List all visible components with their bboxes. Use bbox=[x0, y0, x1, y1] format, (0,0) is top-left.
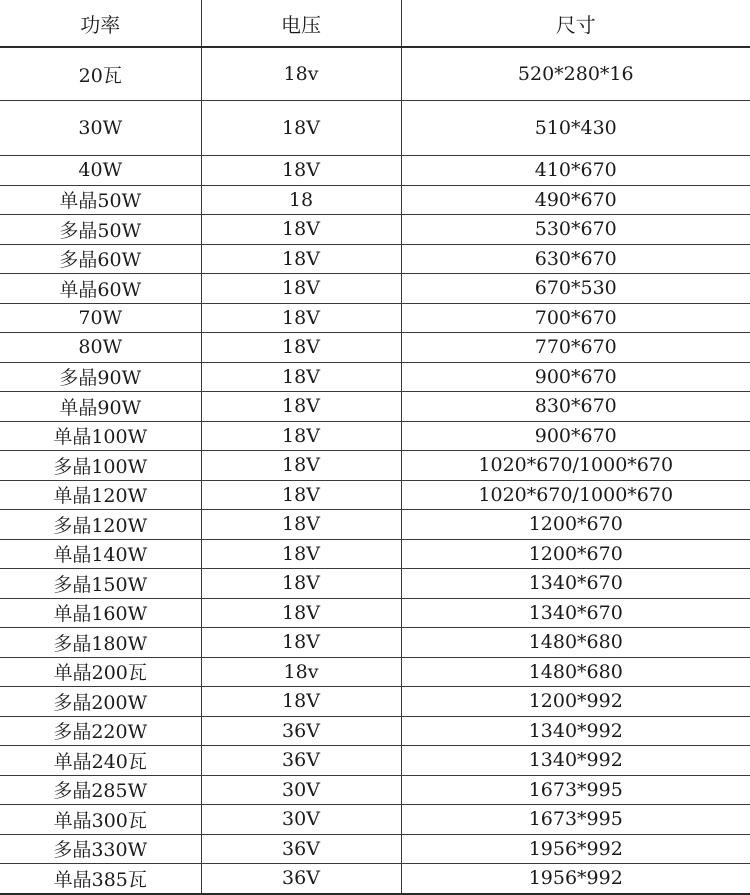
voltage-cell: 18V bbox=[201, 421, 401, 451]
voltage-cell: 18V bbox=[201, 244, 401, 274]
power-cell: 多晶120W bbox=[0, 510, 201, 540]
size-cell: 1340*992 bbox=[401, 746, 750, 776]
power-cell: 单晶60W bbox=[0, 274, 201, 304]
voltage-cell: 18V bbox=[201, 274, 401, 304]
voltage-cell: 18V bbox=[201, 480, 401, 510]
power-cell: 单晶385瓦 bbox=[0, 864, 201, 894]
size-cell: 1020*670/1000*670 bbox=[401, 451, 750, 481]
table-row bbox=[0, 392, 750, 422]
power-cell: 多晶150W bbox=[0, 569, 201, 599]
table-row bbox=[0, 362, 750, 392]
size-cell: 630*670 bbox=[401, 244, 750, 274]
power-cell: 单晶140W bbox=[0, 539, 201, 569]
size-cell: 490*670 bbox=[401, 185, 750, 215]
power-cell: 多晶50W bbox=[0, 215, 201, 245]
size-cell: 1480*680 bbox=[401, 657, 750, 687]
size-cell: 1340*992 bbox=[401, 716, 750, 746]
size-cell: 510*430 bbox=[401, 101, 750, 156]
power-cell: 多晶330W bbox=[0, 834, 201, 864]
voltage-cell: 18v bbox=[201, 47, 401, 101]
table-row bbox=[0, 569, 750, 599]
size-cell: 1200*992 bbox=[401, 687, 750, 717]
table-row bbox=[0, 333, 750, 363]
table-row bbox=[0, 510, 750, 540]
size-cell: 900*670 bbox=[401, 421, 750, 451]
table-row bbox=[0, 864, 750, 894]
size-cell: 1956*992 bbox=[401, 864, 750, 894]
table-body bbox=[0, 47, 750, 894]
power-cell: 单晶160W bbox=[0, 598, 201, 628]
voltage-cell: 18V bbox=[201, 598, 401, 628]
power-cell: 单晶100W bbox=[0, 421, 201, 451]
voltage-cell: 18V bbox=[201, 333, 401, 363]
header-power: 功率 bbox=[0, 0, 201, 47]
table-row bbox=[0, 421, 750, 451]
power-cell: 单晶90W bbox=[0, 392, 201, 422]
size-cell: 700*670 bbox=[401, 303, 750, 333]
power-cell: 多晶220W bbox=[0, 716, 201, 746]
power-cell: 多晶200W bbox=[0, 687, 201, 717]
size-cell: 1340*670 bbox=[401, 569, 750, 599]
table-row bbox=[0, 775, 750, 805]
table-row bbox=[0, 185, 750, 215]
table-row bbox=[0, 156, 750, 186]
size-cell: 1673*995 bbox=[401, 775, 750, 805]
power-cell: 30W bbox=[0, 101, 201, 156]
size-cell: 520*280*16 bbox=[401, 47, 750, 101]
power-cell: 20瓦 bbox=[0, 47, 201, 101]
voltage-cell: 36V bbox=[201, 716, 401, 746]
size-cell: 1956*992 bbox=[401, 834, 750, 864]
table-row bbox=[0, 303, 750, 333]
voltage-cell: 36V bbox=[201, 746, 401, 776]
table-row bbox=[0, 244, 750, 274]
power-cell: 70W bbox=[0, 303, 201, 333]
power-cell: 多晶60W bbox=[0, 244, 201, 274]
power-cell: 多晶180W bbox=[0, 628, 201, 658]
voltage-cell: 18V bbox=[201, 687, 401, 717]
voltage-cell: 18V bbox=[201, 101, 401, 156]
table-row bbox=[0, 657, 750, 687]
voltage-cell: 18v bbox=[201, 657, 401, 687]
table-row bbox=[0, 480, 750, 510]
voltage-cell: 30V bbox=[201, 775, 401, 805]
power-cell: 单晶200瓦 bbox=[0, 657, 201, 687]
size-cell: 1020*670/1000*670 bbox=[401, 480, 750, 510]
size-cell: 410*670 bbox=[401, 156, 750, 186]
voltage-cell: 18 bbox=[201, 185, 401, 215]
table-row bbox=[0, 274, 750, 304]
size-cell: 770*670 bbox=[401, 333, 750, 363]
voltage-cell: 18V bbox=[201, 628, 401, 658]
table-row bbox=[0, 834, 750, 864]
voltage-cell: 30V bbox=[201, 805, 401, 835]
table-row bbox=[0, 539, 750, 569]
header-row bbox=[0, 0, 750, 47]
size-cell: 530*670 bbox=[401, 215, 750, 245]
power-cell: 单晶120W bbox=[0, 480, 201, 510]
power-cell: 单晶50W bbox=[0, 185, 201, 215]
power-cell: 多晶90W bbox=[0, 362, 201, 392]
voltage-cell: 18V bbox=[201, 303, 401, 333]
table-row bbox=[0, 716, 750, 746]
size-cell: 670*530 bbox=[401, 274, 750, 304]
header-voltage: 电压 bbox=[201, 0, 401, 47]
table-row bbox=[0, 687, 750, 717]
table-row bbox=[0, 47, 750, 101]
size-cell: 900*670 bbox=[401, 362, 750, 392]
voltage-cell: 18V bbox=[201, 215, 401, 245]
size-cell: 1200*670 bbox=[401, 539, 750, 569]
table-row bbox=[0, 598, 750, 628]
power-cell: 单晶240瓦 bbox=[0, 746, 201, 776]
power-cell: 80W bbox=[0, 333, 201, 363]
power-cell: 单晶300瓦 bbox=[0, 805, 201, 835]
table-row bbox=[0, 746, 750, 776]
size-cell: 830*670 bbox=[401, 392, 750, 422]
voltage-cell: 18V bbox=[201, 510, 401, 540]
table-header bbox=[0, 0, 750, 47]
power-cell: 多晶100W bbox=[0, 451, 201, 481]
header-size: 尺寸 bbox=[401, 0, 750, 47]
voltage-cell: 18V bbox=[201, 451, 401, 481]
table-row bbox=[0, 215, 750, 245]
voltage-cell: 18V bbox=[201, 569, 401, 599]
voltage-cell: 36V bbox=[201, 834, 401, 864]
table-row bbox=[0, 805, 750, 835]
voltage-cell: 18V bbox=[201, 156, 401, 186]
voltage-cell: 18V bbox=[201, 392, 401, 422]
size-cell: 1200*670 bbox=[401, 510, 750, 540]
voltage-cell: 18V bbox=[201, 362, 401, 392]
table-row bbox=[0, 451, 750, 481]
size-cell: 1480*680 bbox=[401, 628, 750, 658]
power-cell: 40W bbox=[0, 156, 201, 186]
table-row bbox=[0, 101, 750, 156]
table-row bbox=[0, 628, 750, 658]
voltage-cell: 36V bbox=[201, 864, 401, 894]
size-cell: 1673*995 bbox=[401, 805, 750, 835]
voltage-cell: 18V bbox=[201, 539, 401, 569]
size-cell: 1340*670 bbox=[401, 598, 750, 628]
power-cell: 多晶285W bbox=[0, 775, 201, 805]
